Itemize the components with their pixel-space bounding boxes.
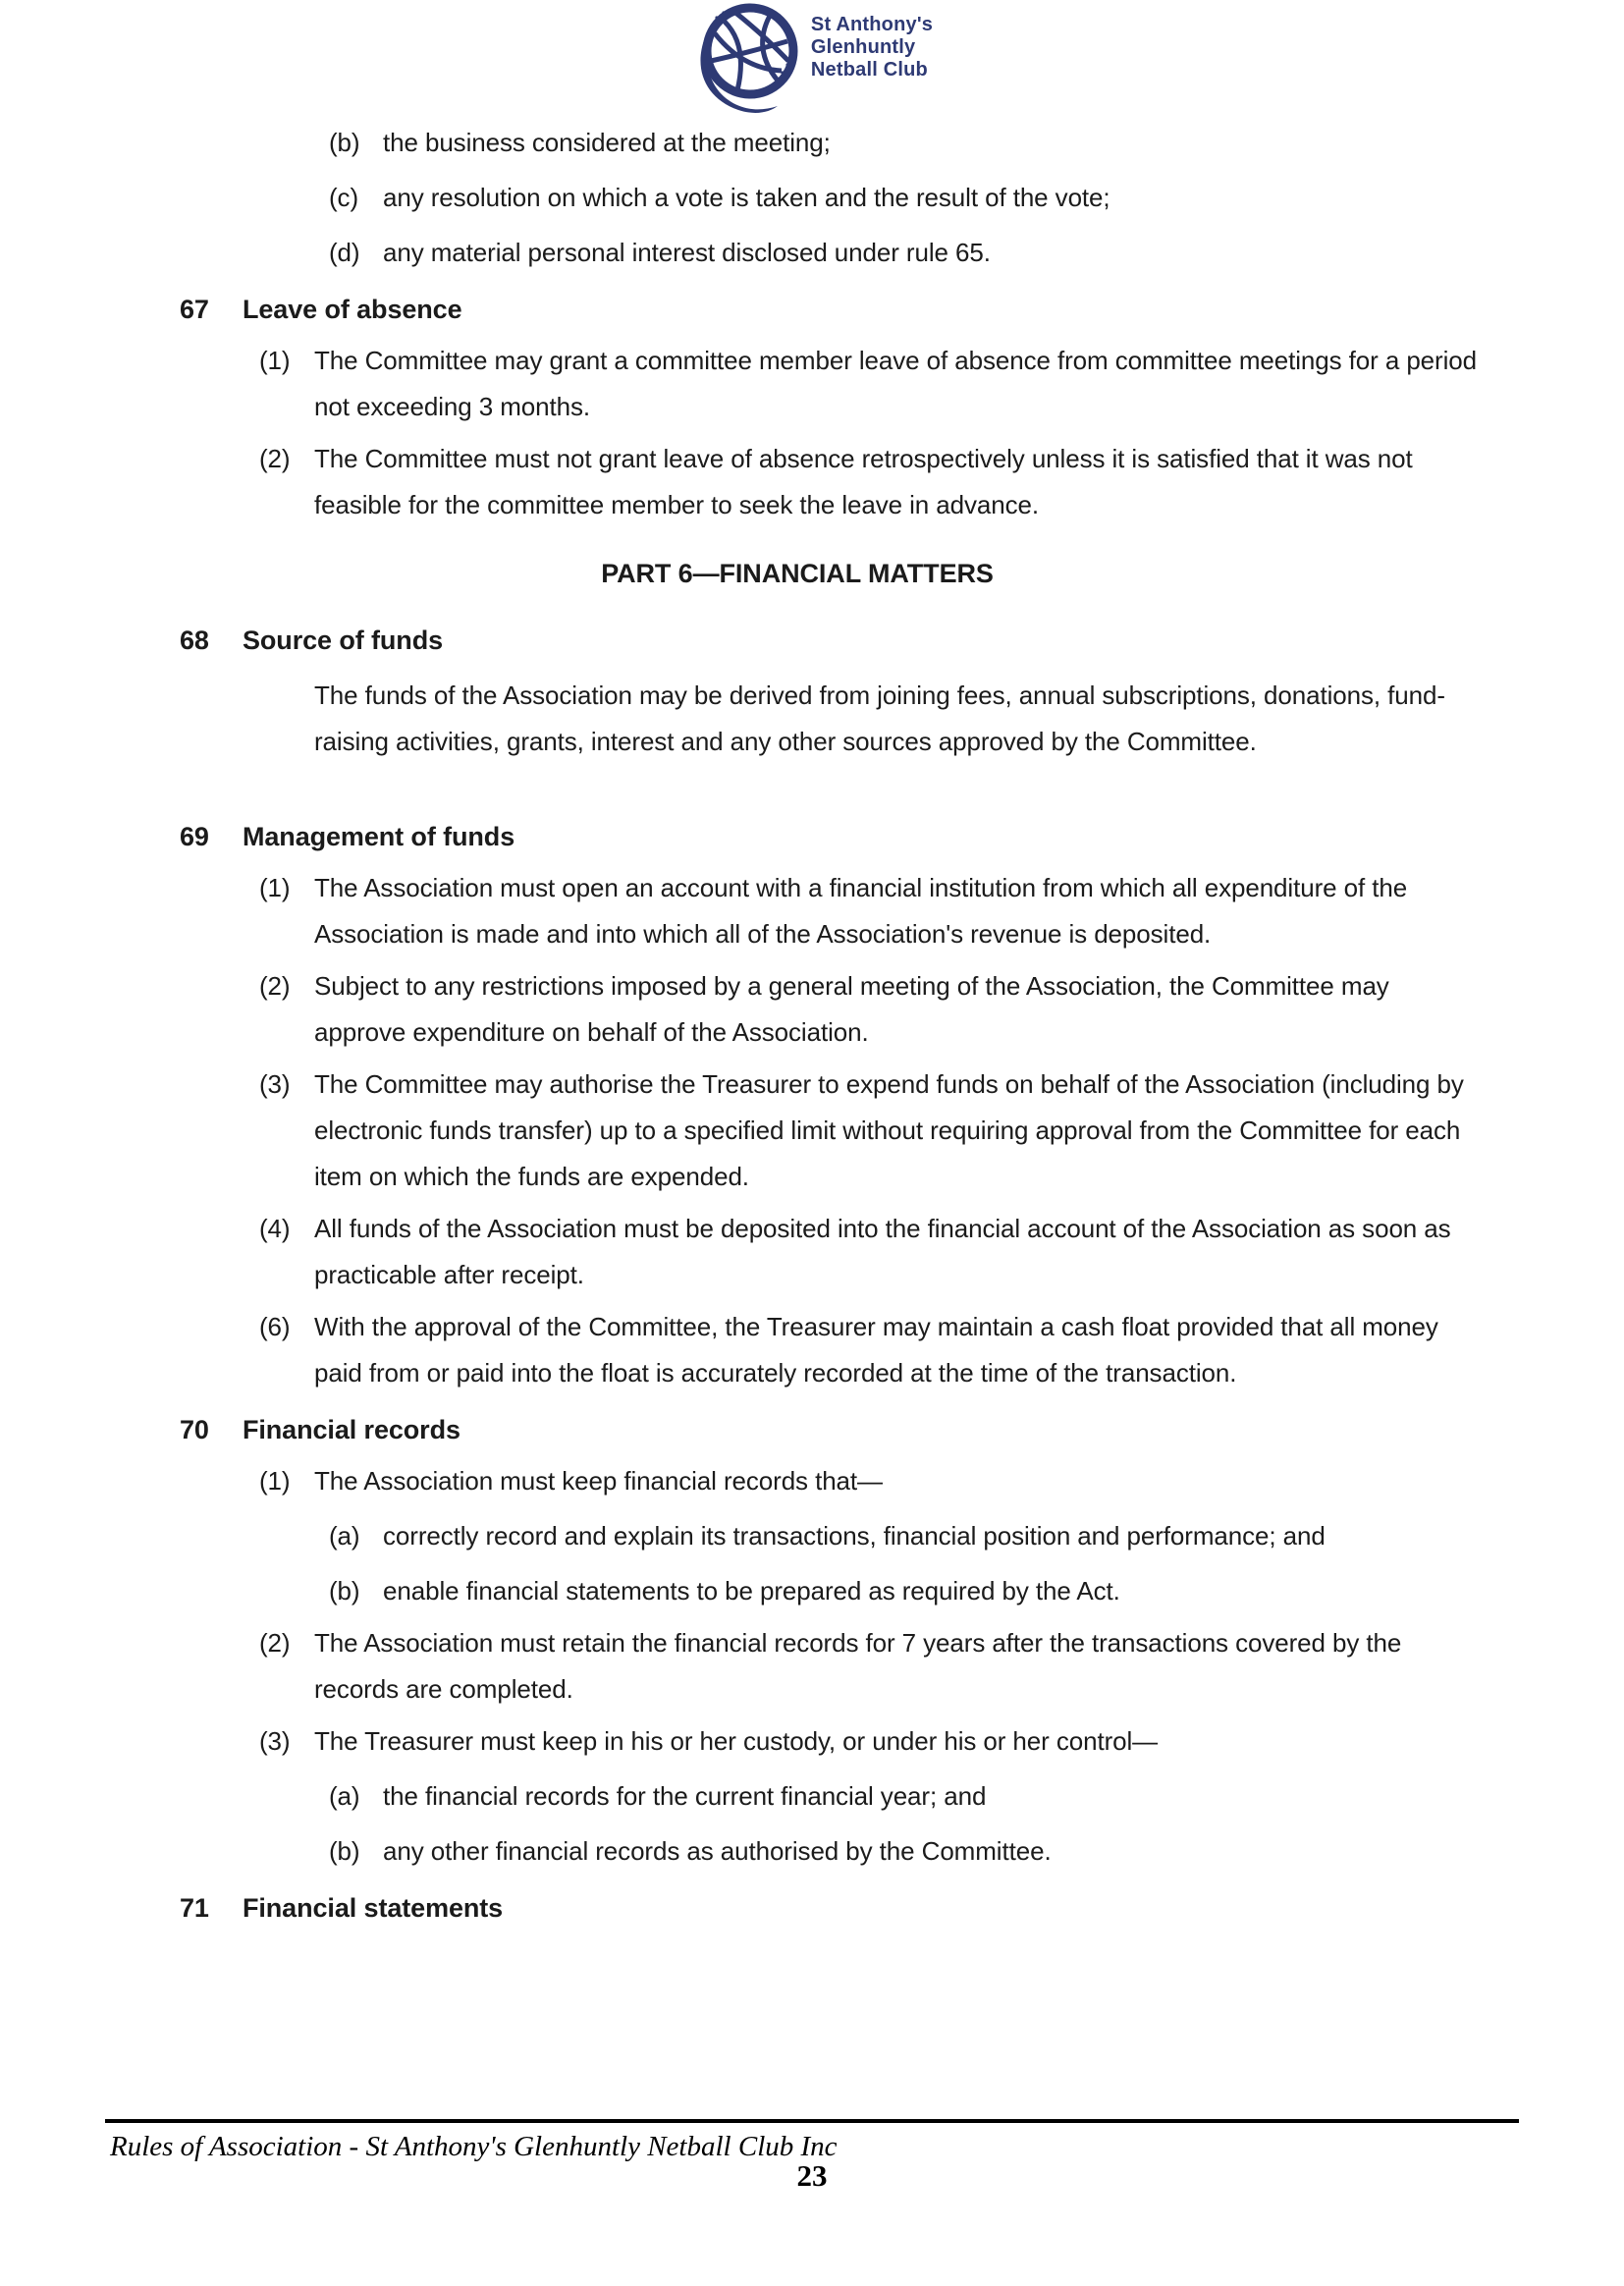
clause-label: (6) — [259, 1312, 291, 1341]
section-69-item-3 — [259, 1061, 1624, 1200]
clause-text: Subject to any restrictions imposed by a general meeting of the Association, the Committee may approve expenditure on behalf of the Association. — [314, 971, 1389, 1047]
clause-c — [329, 175, 1624, 221]
clause-text: any resolution on which a vote is taken and the result of the vote; — [383, 183, 1110, 212]
section-68-heading — [180, 618, 1624, 664]
section-70-item-3 — [259, 1718, 1624, 1765]
clause-text: With the approval of the Committee, the Treasurer may maintain a cash float provided that all money paid from or paid into the float is accurately recorded at the time of the transaction. — [314, 1312, 1438, 1388]
clause-text: The Association must retain the financial records for 7 years after the transactions covered by the records are completed. — [314, 1628, 1402, 1704]
section-67-item-2 — [259, 436, 1624, 528]
footer-document-title: Rules of Association - St Anthony's Glenhuntly Netball Club Inc — [110, 2131, 838, 2162]
section-68-paragraph: The funds of the Association may be derived from joining fees, annual subscriptions, donations, fund-raising activities, grants, interest and any other sources approved by the Committee. — [314, 680, 1445, 756]
footer-divider — [105, 2119, 1519, 2123]
section-69-item-6 — [259, 1304, 1624, 1396]
section-69-item-2 — [259, 963, 1624, 1056]
section-67-item-1 — [259, 338, 1624, 430]
clause-label: (2) — [259, 1628, 291, 1658]
clause-text: the financial records for the current financial year; and — [383, 1781, 987, 1811]
clause-label: (1) — [259, 873, 291, 902]
section-number: 70 — [180, 1415, 209, 1444]
clause-text: All funds of the Association must be deposited into the financial account of the Association as soon as practicable after receipt. — [314, 1214, 1451, 1289]
section-70-item-3a — [329, 1773, 1624, 1820]
section-number: 67 — [180, 295, 209, 324]
clause-text: any other financial records as authorised by the Committee. — [383, 1836, 1052, 1866]
clause-label: (d) — [329, 238, 360, 267]
clause-d — [329, 230, 1624, 276]
clause-text: The Committee may grant a committee member leave of absence from committee meetings for a period not exceeding 3 months. — [314, 346, 1478, 421]
clause-label: (3) — [259, 1726, 291, 1756]
section-70-item-2 — [259, 1620, 1624, 1713]
section-69-heading — [180, 814, 1624, 860]
page-number: 23 — [796, 2158, 828, 2193]
section-70-item-1b — [329, 1568, 1624, 1614]
clause-text: any material personal interest disclosed under rule 65. — [383, 238, 991, 267]
clause-label: (c) — [329, 183, 359, 212]
clause-text: The Association must keep financial records that— — [314, 1466, 883, 1496]
clause-text: The Committee must not grant leave of absence retrospectively unless it is satisfied that it was not feasible for the committee member to seek the leave in advance. — [314, 444, 1413, 519]
section-69-item-1 — [259, 865, 1624, 957]
club-name-line1: St Anthony's — [810, 14, 934, 35]
clause-text: correctly record and explain its transactions, financial position and performance; and — [383, 1521, 1326, 1551]
clause-b — [329, 120, 1624, 166]
section-number: 68 — [180, 626, 209, 655]
clause-label: (a) — [329, 1781, 360, 1811]
clause-label: (1) — [259, 346, 291, 375]
clause-label: (1) — [259, 1466, 291, 1496]
clause-text: the business considered at the meeting; — [383, 128, 831, 157]
clause-label: (2) — [259, 444, 291, 473]
clause-label: (a) — [329, 1521, 360, 1551]
section-70-item-1a — [329, 1513, 1624, 1559]
clause-text: The Committee may authorise the Treasurer to expend funds on behalf of the Association (including by electronic funds transfer) up to a specified limit without requiring approval from the Committee for each item on which the funds are expended. — [314, 1069, 1464, 1191]
club-name-line3: Netball Club — [810, 59, 928, 81]
section-title: Financial records — [243, 1415, 460, 1444]
clause-text: enable financial statements to be prepared as required by the Act. — [383, 1576, 1120, 1606]
part-6-heading: PART 6—FINANCIAL MATTERS — [601, 559, 994, 588]
clause-text: The Treasurer must keep in his or her custody, or under his or her control— — [314, 1726, 1159, 1756]
clause-label: (b) — [329, 1836, 360, 1866]
clause-label: (4) — [259, 1214, 291, 1243]
club-name-line2: Glenhuntly — [810, 36, 916, 58]
section-69-item-4 — [259, 1206, 1624, 1298]
clause-label: (b) — [329, 1576, 360, 1606]
clause-text: The Association must open an account with a financial institution from which all expenditure of the Association is made and into which all of the Association's revenue is deposited. — [314, 873, 1408, 949]
section-70-heading — [180, 1407, 1624, 1453]
clause-label: (b) — [329, 128, 360, 157]
section-70-item-1 — [259, 1458, 1624, 1504]
section-title: Financial statements — [243, 1893, 504, 1923]
section-71-heading — [180, 1885, 1624, 1932]
clause-label: (3) — [259, 1069, 291, 1099]
section-title: Management of funds — [243, 822, 515, 851]
clause-label: (2) — [259, 971, 291, 1001]
section-title: Leave of absence — [243, 295, 462, 324]
section-number: 71 — [180, 1893, 209, 1923]
section-title: Source of funds — [243, 626, 444, 655]
section-67-heading — [180, 287, 1624, 333]
section-number: 69 — [180, 822, 209, 851]
section-70-item-3b — [329, 1828, 1624, 1875]
